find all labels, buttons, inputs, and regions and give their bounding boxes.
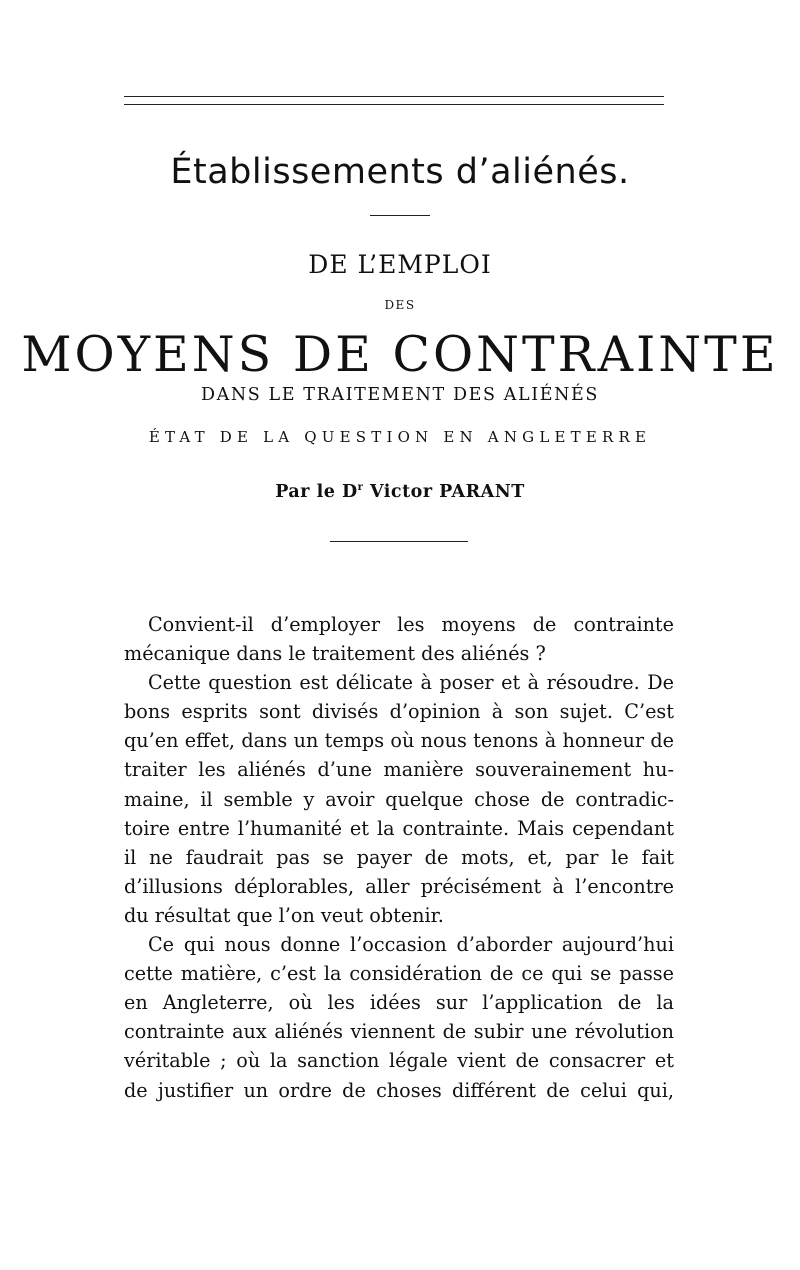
body-line: en Angleterre, où les idées sur l’application de la	[124, 991, 674, 1015]
body-line: véritable ; où la sanction légale vient de consacrer et	[124, 1049, 674, 1073]
body-line: maine, il semble y avoir quelque chose de contradic-	[124, 787, 674, 811]
body-line: traiter les aliénés d’une manière souverainement hu-	[124, 758, 674, 782]
body-line: d’illusions déplorables, aller précisément à l’encontre	[124, 874, 674, 898]
body-paragraphs	[124, 610, 674, 1105]
article-subtitle-2: ÉTAT DE LA QUESTION EN ANGLETERRE	[148, 428, 652, 446]
byline-separator-rule	[330, 541, 468, 542]
header-double-rule-bottom	[124, 104, 664, 105]
body-line: bons esprits sont divisés d’opinion à son sujet. C’est	[124, 700, 674, 724]
body-line: mécanique dans le traitement des aliénés ?	[124, 642, 546, 666]
body-line: de justifier un ordre de choses différent de celui qui,	[124, 1078, 674, 1102]
section-title: Établissements d’aliénés.	[170, 152, 630, 192]
body-line: toire entre l’humanité et la contrainte. Mais cependant	[124, 816, 674, 840]
body-line: Convient-il d’employer les moyens de contrainte	[148, 613, 674, 636]
author-byline	[0, 482, 800, 502]
article-title-line-1: DE L’EMPLOI	[308, 250, 492, 279]
header-double-rule-top	[124, 96, 664, 97]
body-line: cette matière, c’est la considération de ce qui se passe	[124, 962, 674, 986]
article-subtitle: DANS LE TRAITEMENT DES ALIÉNÉS	[201, 385, 599, 405]
body-line: qu’en effet, dans un temps où nous tenons à honneur de	[124, 729, 674, 753]
body-line: du résultat que l’on veut obtenir.	[124, 903, 444, 927]
author-name: Victor PARANT	[363, 482, 525, 502]
body-line: Cette question est délicate à poser et à résoudre. De	[148, 671, 674, 695]
body-line: contrainte aux aliénés viennent de subir une révolution	[124, 1020, 674, 1044]
byline-prefix: Par le D	[275, 482, 358, 502]
body-line: il ne faudrait pas se payer de mots, et, par le fait	[124, 845, 674, 869]
title-separator-rule	[370, 215, 430, 216]
byline-title-superscript: r	[357, 482, 364, 494]
article-title-line-2: DES	[384, 298, 416, 312]
body-line: Ce qui nous donne l’occasion d’aborder aujourd’hui	[148, 933, 674, 957]
article-main-title: MOYENS DE CONTRAINTE	[21, 326, 779, 383]
